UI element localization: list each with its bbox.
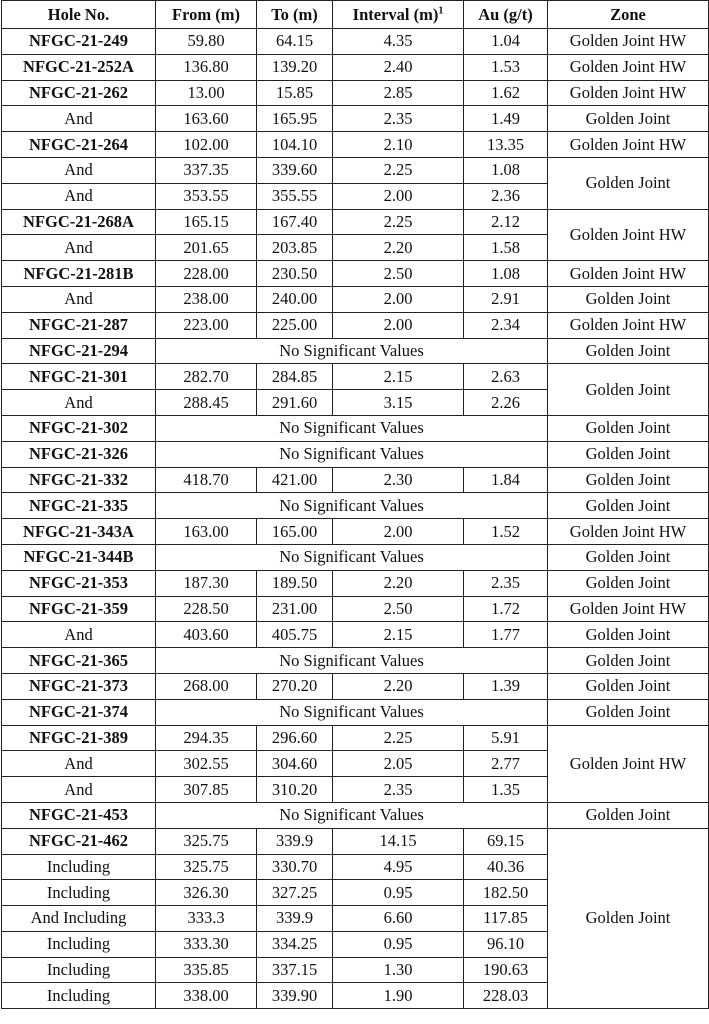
interval-cell: 2.20 xyxy=(333,673,464,699)
hole-no-cell: And xyxy=(2,286,156,312)
au-cell: 2.35 xyxy=(464,570,548,596)
interval-cell: 1.30 xyxy=(333,957,464,983)
to-cell: 291.60 xyxy=(257,390,333,416)
interval-cell: 2.00 xyxy=(333,183,464,209)
to-cell: 284.85 xyxy=(257,364,333,390)
from-cell: 223.00 xyxy=(156,312,257,338)
table-row xyxy=(2,699,709,725)
zone-cell: Golden Joint xyxy=(548,570,709,596)
interval-cell: 2.20 xyxy=(333,570,464,596)
hole-no-cell: Including xyxy=(2,854,156,880)
no-significant-values-cell: No Significant Values xyxy=(156,648,548,674)
zone-cell: Golden Joint xyxy=(548,699,709,725)
hole-no-cell: NFGC-21-365 xyxy=(2,648,156,674)
from-cell: 13.00 xyxy=(156,80,257,106)
hole-no-cell: NFGC-21-453 xyxy=(2,802,156,828)
au-cell: 1.39 xyxy=(464,673,548,699)
hole-no-cell: And xyxy=(2,390,156,416)
zone-cell: Golden Joint xyxy=(548,493,709,519)
interval-cell: 2.50 xyxy=(333,261,464,287)
from-cell: 338.00 xyxy=(156,983,257,1009)
header-interval-label: Interval (m) xyxy=(352,4,439,24)
from-cell: 326.30 xyxy=(156,880,257,906)
hole-no-cell: And xyxy=(2,751,156,777)
au-cell: 2.26 xyxy=(464,390,548,416)
zone-cell: Golden Joint xyxy=(548,802,709,828)
zone-cell: Golden Joint xyxy=(548,106,709,132)
table-row xyxy=(2,544,709,570)
au-cell: 1.52 xyxy=(464,519,548,545)
zone-cell: Golden Joint xyxy=(548,622,709,648)
au-cell: 1.35 xyxy=(464,777,548,803)
hole-no-cell: NFGC-21-249 xyxy=(2,29,156,55)
table-row xyxy=(2,467,709,493)
from-cell: 353.55 xyxy=(156,183,257,209)
interval-cell: 2.00 xyxy=(333,519,464,545)
hole-no-cell: And Including xyxy=(2,906,156,932)
hole-no-cell: And xyxy=(2,622,156,648)
hole-no-cell: And xyxy=(2,106,156,132)
hole-no-cell: Including xyxy=(2,931,156,957)
table-row xyxy=(2,80,709,106)
header-from: From (m) xyxy=(156,1,257,29)
table-row xyxy=(2,106,709,132)
au-cell: 1.84 xyxy=(464,467,548,493)
au-cell: 182.50 xyxy=(464,880,548,906)
interval-cell: 2.00 xyxy=(333,286,464,312)
to-cell: 231.00 xyxy=(257,596,333,622)
interval-cell: 2.40 xyxy=(333,54,464,80)
to-cell: 139.20 xyxy=(257,54,333,80)
hole-no-cell: NFGC-21-301 xyxy=(2,364,156,390)
au-cell: 2.77 xyxy=(464,751,548,777)
to-cell: 230.50 xyxy=(257,261,333,287)
interval-cell: 2.25 xyxy=(333,209,464,235)
au-cell: 1.77 xyxy=(464,622,548,648)
to-cell: 15.85 xyxy=(257,80,333,106)
to-cell: 270.20 xyxy=(257,673,333,699)
interval-cell: 3.15 xyxy=(333,390,464,416)
table-row xyxy=(2,648,709,674)
header-zone: Zone xyxy=(548,1,709,29)
au-cell: 117.85 xyxy=(464,906,548,932)
to-cell: 405.75 xyxy=(257,622,333,648)
from-cell: 268.00 xyxy=(156,673,257,699)
au-cell: 69.15 xyxy=(464,828,548,854)
hole-no-cell: And xyxy=(2,235,156,261)
from-cell: 325.75 xyxy=(156,828,257,854)
table-row xyxy=(2,338,709,364)
interval-cell: 2.20 xyxy=(333,235,464,261)
drill-results-table xyxy=(1,0,709,1009)
no-significant-values-cell: No Significant Values xyxy=(156,338,548,364)
au-cell: 2.12 xyxy=(464,209,548,235)
header-hole-no: Hole No. xyxy=(2,1,156,29)
interval-cell: 4.95 xyxy=(333,854,464,880)
from-cell: 307.85 xyxy=(156,777,257,803)
from-cell: 201.65 xyxy=(156,235,257,261)
table-row xyxy=(2,157,709,183)
hole-no-cell: NFGC-21-373 xyxy=(2,673,156,699)
hole-no-cell: NFGC-21-326 xyxy=(2,441,156,467)
hole-no-cell: NFGC-21-264 xyxy=(2,132,156,158)
interval-cell: 2.50 xyxy=(333,596,464,622)
to-cell: 339.9 xyxy=(257,906,333,932)
from-cell: 59.80 xyxy=(156,29,257,55)
table-row xyxy=(2,364,709,390)
interval-cell: 2.00 xyxy=(333,312,464,338)
au-cell: 40.36 xyxy=(464,854,548,880)
interval-cell: 2.25 xyxy=(333,725,464,751)
table-row xyxy=(2,673,709,699)
no-significant-values-cell: No Significant Values xyxy=(156,441,548,467)
to-cell: 304.60 xyxy=(257,751,333,777)
au-cell: 1.08 xyxy=(464,261,548,287)
zone-cell: Golden Joint HW xyxy=(548,312,709,338)
hole-no-cell: NFGC-21-343A xyxy=(2,519,156,545)
table-row xyxy=(2,261,709,287)
zone-cell: Golden Joint xyxy=(548,673,709,699)
header-au: Au (g/t) xyxy=(464,1,548,29)
from-cell: 165.15 xyxy=(156,209,257,235)
au-cell: 13.35 xyxy=(464,132,548,158)
zone-cell: Golden Joint xyxy=(548,338,709,364)
hole-no-cell: NFGC-21-252A xyxy=(2,54,156,80)
zone-cell: Golden Joint HW xyxy=(548,54,709,80)
hole-no-cell: Including xyxy=(2,880,156,906)
hole-no-cell: NFGC-21-344B xyxy=(2,544,156,570)
au-cell: 1.62 xyxy=(464,80,548,106)
to-cell: 225.00 xyxy=(257,312,333,338)
hole-no-cell: Including xyxy=(2,957,156,983)
hole-no-cell: NFGC-21-389 xyxy=(2,725,156,751)
no-significant-values-cell: No Significant Values xyxy=(156,802,548,828)
zone-cell: Golden Joint xyxy=(548,415,709,441)
au-cell: 2.34 xyxy=(464,312,548,338)
from-cell: 288.45 xyxy=(156,390,257,416)
au-cell: 1.53 xyxy=(464,54,548,80)
table-row xyxy=(2,415,709,441)
to-cell: 165.00 xyxy=(257,519,333,545)
to-cell: 330.70 xyxy=(257,854,333,880)
interval-cell: 2.10 xyxy=(333,132,464,158)
au-cell: 1.04 xyxy=(464,29,548,55)
to-cell: 310.20 xyxy=(257,777,333,803)
to-cell: 104.10 xyxy=(257,132,333,158)
from-cell: 333.3 xyxy=(156,906,257,932)
hole-no-cell: NFGC-21-374 xyxy=(2,699,156,725)
table-row xyxy=(2,441,709,467)
from-cell: 238.00 xyxy=(156,286,257,312)
hole-no-cell: NFGC-21-353 xyxy=(2,570,156,596)
to-cell: 334.25 xyxy=(257,931,333,957)
hole-no-cell: Including xyxy=(2,983,156,1009)
au-cell: 1.72 xyxy=(464,596,548,622)
zone-cell: Golden Joint xyxy=(548,286,709,312)
au-cell: 2.36 xyxy=(464,183,548,209)
header-interval xyxy=(333,1,464,29)
table-row xyxy=(2,312,709,338)
hole-no-cell: NFGC-21-294 xyxy=(2,338,156,364)
no-significant-values-cell: No Significant Values xyxy=(156,415,548,441)
from-cell: 403.60 xyxy=(156,622,257,648)
hole-no-cell: NFGC-21-268A xyxy=(2,209,156,235)
zone-cell: Golden Joint xyxy=(548,648,709,674)
interval-cell: 2.35 xyxy=(333,106,464,132)
to-cell: 339.60 xyxy=(257,157,333,183)
zone-cell: Golden Joint HW xyxy=(548,519,709,545)
au-cell: 1.58 xyxy=(464,235,548,261)
header-interval-footnote: 1 xyxy=(438,5,444,16)
from-cell: 228.50 xyxy=(156,596,257,622)
table-body xyxy=(2,29,709,1009)
hole-no-cell: NFGC-21-281B xyxy=(2,261,156,287)
to-cell: 355.55 xyxy=(257,183,333,209)
au-cell: 2.63 xyxy=(464,364,548,390)
table-row xyxy=(2,570,709,596)
table-row xyxy=(2,802,709,828)
interval-cell: 6.60 xyxy=(333,906,464,932)
from-cell: 302.55 xyxy=(156,751,257,777)
hole-no-cell: And xyxy=(2,157,156,183)
zone-cell: Golden Joint HW xyxy=(548,132,709,158)
au-cell: 190.63 xyxy=(464,957,548,983)
zone-cell: Golden Joint HW xyxy=(548,596,709,622)
zone-cell: Golden Joint xyxy=(548,157,709,209)
to-cell: 337.15 xyxy=(257,957,333,983)
interval-cell: 2.30 xyxy=(333,467,464,493)
no-significant-values-cell: No Significant Values xyxy=(156,493,548,519)
to-cell: 165.95 xyxy=(257,106,333,132)
from-cell: 228.00 xyxy=(156,261,257,287)
au-cell: 1.49 xyxy=(464,106,548,132)
interval-cell: 2.05 xyxy=(333,751,464,777)
header-row xyxy=(2,1,709,29)
from-cell: 187.30 xyxy=(156,570,257,596)
to-cell: 327.25 xyxy=(257,880,333,906)
zone-cell: Golden Joint xyxy=(548,544,709,570)
hole-no-cell: NFGC-21-335 xyxy=(2,493,156,519)
zone-cell: Golden Joint xyxy=(548,828,709,1009)
zone-cell: Golden Joint xyxy=(548,441,709,467)
hole-no-cell: NFGC-21-302 xyxy=(2,415,156,441)
from-cell: 333.30 xyxy=(156,931,257,957)
table-row xyxy=(2,54,709,80)
header-to: To (m) xyxy=(257,1,333,29)
from-cell: 325.75 xyxy=(156,854,257,880)
from-cell: 418.70 xyxy=(156,467,257,493)
au-cell: 1.08 xyxy=(464,157,548,183)
zone-cell: Golden Joint HW xyxy=(548,80,709,106)
interval-cell: 4.35 xyxy=(333,29,464,55)
to-cell: 296.60 xyxy=(257,725,333,751)
table-row xyxy=(2,519,709,545)
interval-cell: 2.15 xyxy=(333,364,464,390)
interval-cell: 0.95 xyxy=(333,931,464,957)
au-cell: 2.91 xyxy=(464,286,548,312)
to-cell: 240.00 xyxy=(257,286,333,312)
interval-cell: 14.15 xyxy=(333,828,464,854)
table-row xyxy=(2,596,709,622)
interval-cell: 1.90 xyxy=(333,983,464,1009)
to-cell: 203.85 xyxy=(257,235,333,261)
table-row xyxy=(2,828,709,854)
au-cell: 5.91 xyxy=(464,725,548,751)
table-row xyxy=(2,725,709,751)
au-cell: 96.10 xyxy=(464,931,548,957)
from-cell: 102.00 xyxy=(156,132,257,158)
to-cell: 189.50 xyxy=(257,570,333,596)
table-row xyxy=(2,29,709,55)
to-cell: 339.9 xyxy=(257,828,333,854)
hole-no-cell: And xyxy=(2,777,156,803)
interval-cell: 2.25 xyxy=(333,157,464,183)
table-row xyxy=(2,286,709,312)
hole-no-cell: NFGC-21-287 xyxy=(2,312,156,338)
no-significant-values-cell: No Significant Values xyxy=(156,544,548,570)
from-cell: 294.35 xyxy=(156,725,257,751)
hole-no-cell: NFGC-21-262 xyxy=(2,80,156,106)
hole-no-cell: NFGC-21-359 xyxy=(2,596,156,622)
from-cell: 163.00 xyxy=(156,519,257,545)
to-cell: 421.00 xyxy=(257,467,333,493)
hole-no-cell: And xyxy=(2,183,156,209)
interval-cell: 2.85 xyxy=(333,80,464,106)
to-cell: 339.90 xyxy=(257,983,333,1009)
table-row xyxy=(2,132,709,158)
hole-no-cell: NFGC-21-332 xyxy=(2,467,156,493)
from-cell: 282.70 xyxy=(156,364,257,390)
table-row xyxy=(2,209,709,235)
hole-no-cell: NFGC-21-462 xyxy=(2,828,156,854)
interval-cell: 2.35 xyxy=(333,777,464,803)
table-row xyxy=(2,622,709,648)
to-cell: 64.15 xyxy=(257,29,333,55)
from-cell: 337.35 xyxy=(156,157,257,183)
zone-cell: Golden Joint xyxy=(548,467,709,493)
table-row xyxy=(2,493,709,519)
zone-cell: Golden Joint xyxy=(548,364,709,416)
zone-cell: Golden Joint HW xyxy=(548,29,709,55)
interval-cell: 2.15 xyxy=(333,622,464,648)
no-significant-values-cell: No Significant Values xyxy=(156,699,548,725)
to-cell: 167.40 xyxy=(257,209,333,235)
interval-cell: 0.95 xyxy=(333,880,464,906)
zone-cell: Golden Joint HW xyxy=(548,209,709,261)
from-cell: 163.60 xyxy=(156,106,257,132)
zone-cell: Golden Joint HW xyxy=(548,725,709,802)
from-cell: 335.85 xyxy=(156,957,257,983)
from-cell: 136.80 xyxy=(156,54,257,80)
zone-cell: Golden Joint HW xyxy=(548,261,709,287)
au-cell: 228.03 xyxy=(464,983,548,1009)
